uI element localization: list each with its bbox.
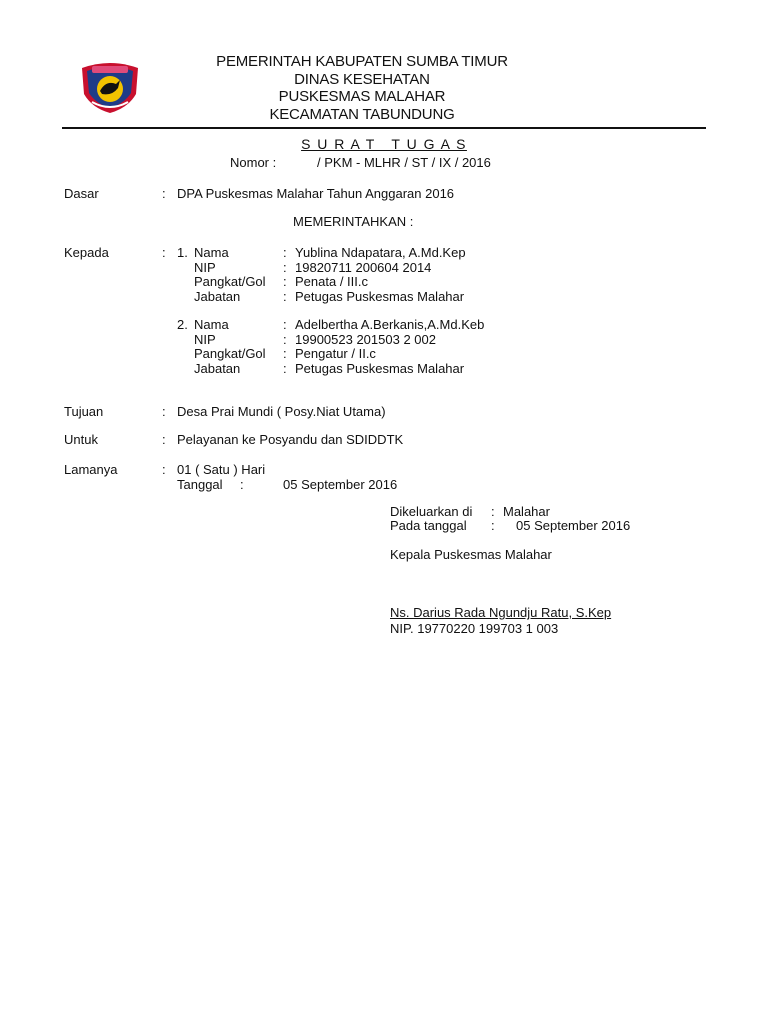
position-label: Jabatan bbox=[194, 289, 241, 304]
colon: : bbox=[283, 361, 287, 376]
name-value: Adelbertha A.Berkanis,A.Md.Keb bbox=[295, 317, 485, 332]
colon: : bbox=[283, 289, 287, 304]
header-district: KECAMATAN TABUNDUNG bbox=[269, 106, 455, 123]
position-value: Petugas Puskesmas Malahar bbox=[295, 361, 465, 376]
issued-place-colon: : bbox=[491, 504, 495, 519]
header-institution: PUSKESMAS MALAHAR bbox=[278, 88, 446, 105]
duration-date-label: Tanggal bbox=[177, 477, 223, 492]
colon: : bbox=[283, 260, 287, 275]
name-label: Nama bbox=[194, 317, 229, 332]
task-colon: : bbox=[162, 432, 166, 447]
basis-colon: : bbox=[162, 186, 166, 201]
number-value: / PKM - MLHR / ST / IX / 2016 bbox=[317, 155, 491, 170]
nip-value: 19900523 201503 2 002 bbox=[295, 332, 436, 347]
signer-name: Ns. Darius Rada Ngundju Ratu, S.Kep bbox=[390, 605, 612, 620]
task-value: Pelayanan ke Posyandu dan SDIDDTK bbox=[177, 432, 404, 447]
purpose-colon: : bbox=[162, 404, 166, 419]
signer-title: Kepala Puskesmas Malahar bbox=[390, 547, 552, 562]
nip-label: NIP bbox=[194, 260, 216, 275]
rank-value: Penata / III.c bbox=[295, 274, 368, 289]
issued-place-value: Malahar bbox=[503, 504, 550, 519]
duration-colon: : bbox=[162, 462, 166, 477]
colon: : bbox=[283, 317, 287, 332]
colon: : bbox=[283, 274, 287, 289]
command-heading: MEMERINTAHKAN : bbox=[293, 214, 414, 229]
basis-label: Dasar bbox=[64, 186, 99, 201]
nip-value: 19820711 200604 2014 bbox=[295, 260, 432, 275]
basis-value: DPA Puskesmas Malahar Tahun Anggaran 2016 bbox=[177, 186, 455, 201]
colon: : bbox=[283, 332, 287, 347]
letter-title: S U R A T T U G A S bbox=[301, 136, 467, 152]
rank-label: Pangkat/Gol bbox=[194, 346, 266, 361]
recipient-index: 1. bbox=[177, 245, 188, 260]
rank-label: Pangkat/Gol bbox=[194, 274, 266, 289]
header-divider bbox=[62, 127, 706, 129]
name-label: Nama bbox=[194, 245, 229, 260]
number-label: Nomor : bbox=[230, 155, 277, 170]
issued-place-label: Dikeluarkan di bbox=[390, 504, 473, 519]
duration-date-value: 05 September 2016 bbox=[283, 477, 398, 492]
issued-date-value: 05 September 2016 bbox=[516, 518, 631, 533]
signer-nip: NIP. 19770220 199703 1 003 bbox=[390, 621, 559, 636]
task-label: Untuk bbox=[64, 432, 98, 447]
district-emblem-logo bbox=[78, 58, 142, 114]
recipients-colon: : bbox=[162, 245, 166, 260]
purpose-value: Desa Prai Mundi ( Posy.Niat Utama) bbox=[177, 404, 386, 419]
duration-label: Lamanya bbox=[64, 462, 118, 477]
header-government: PEMERINTAH KABUPATEN SUMBA TIMUR bbox=[216, 53, 508, 70]
nip-label: NIP bbox=[194, 332, 216, 347]
purpose-label: Tujuan bbox=[64, 404, 104, 419]
recipient-index: 2. bbox=[177, 317, 188, 332]
name-value: Yublina Ndapatara, A.Md.Kep bbox=[295, 245, 466, 260]
colon: : bbox=[283, 346, 287, 361]
rank-value: Pengatur / II.c bbox=[295, 346, 376, 361]
header-agency: DINAS KESEHATAN bbox=[294, 71, 430, 88]
duration-date-colon: : bbox=[240, 477, 244, 492]
position-value: Petugas Puskesmas Malahar bbox=[295, 289, 465, 304]
colon: : bbox=[283, 245, 287, 260]
duration-value: 01 ( Satu ) Hari bbox=[177, 462, 266, 477]
recipients-label: Kepada bbox=[64, 245, 109, 260]
issued-date-colon: : bbox=[491, 518, 495, 533]
issued-date-label: Pada tanggal bbox=[390, 518, 467, 533]
position-label: Jabatan bbox=[194, 361, 241, 376]
